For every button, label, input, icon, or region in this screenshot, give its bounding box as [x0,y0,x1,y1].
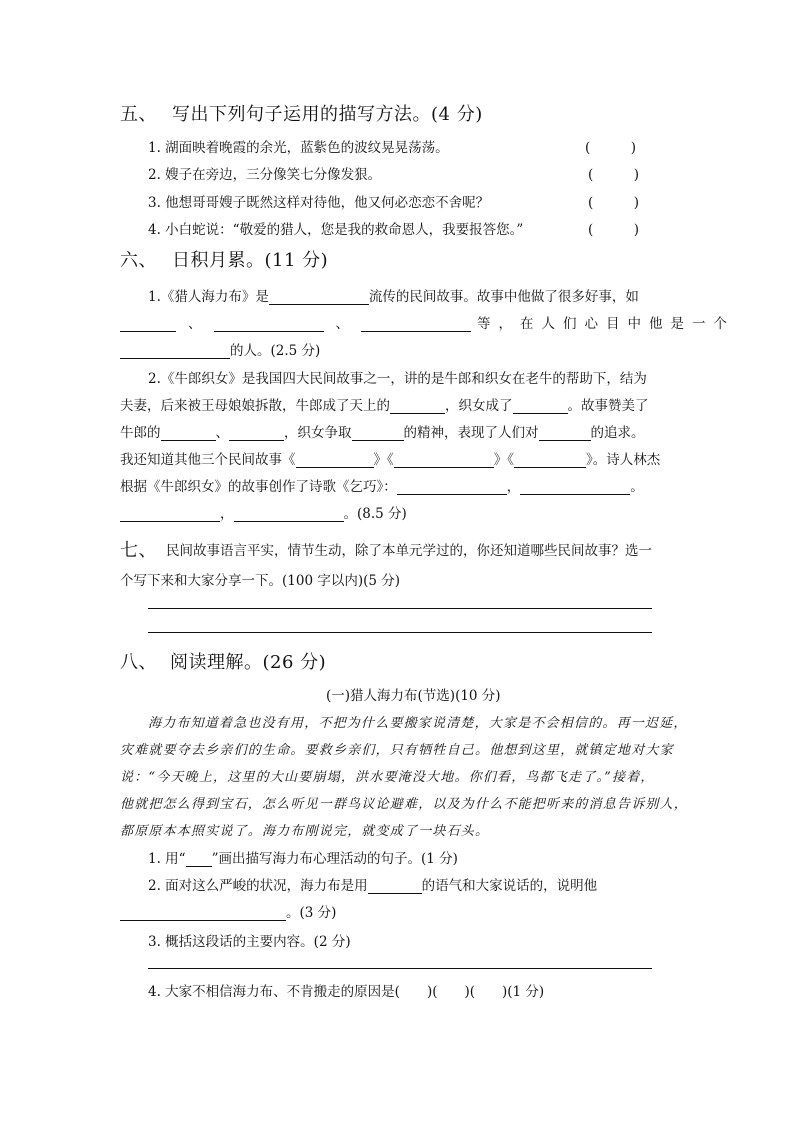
s5-item-3: 3. 他想哥哥嫂子既然这样对待他，他又何必恋恋不舍呢？ [148,195,490,211]
s5-paren-4[interactable]: ( ) [588,222,640,238]
s8-q1-b: ”画出描写海力布心理活动的句子。(1 分) [211,851,458,867]
passage-title: (一)猎人海力布(节选)(10 分) [326,688,501,704]
s6-q2-l6b: 。(8.5 分) [343,506,407,522]
s6-q1-a: 1.《猎人海力布》是 [148,289,269,305]
blank-story-3[interactable] [514,453,586,468]
section-7-line1: 民间故事语言平实，情节生动，除了本单元学过的，你还知道哪些民间故事？选一 [166,543,652,559]
blank-person[interactable] [120,344,230,359]
passage-line-5: 都原原本本照实说了。海力布刚说完，就变成了一块石头。 [120,824,490,839]
s6-q2-l2a: 夫妻，后来被王母娘娘拆散，牛郎成了天上的 [120,398,390,414]
section-5-number: 五、 [120,104,157,125]
s6-q2-l3a: 牛郎的 [120,425,161,441]
blank-poem-3[interactable] [120,507,220,522]
s8-q1-a: 1. 用“ [148,851,186,867]
section-8-number: 八、 [120,652,157,673]
s5-paren-2[interactable]: ( ) [588,167,640,183]
blank-deed-1[interactable] [120,317,176,332]
blank-deed-2[interactable] [214,317,324,332]
s6-q2-line1: 2.《牛郎织女》是我国四大民间故事之一，讲的是牛郎和织女在老牛的帮助下，结为 [148,371,647,387]
answer-line-q3[interactable] [148,968,652,969]
s8-q4: 4. 大家不相信海力布、不肯搬走的原因是( )( )( )(1 分) [148,984,545,1000]
section-8-title: 阅读理解。(26 分) [170,652,327,673]
section-5-title: 写出下列句子运用的描写方法。(4 分) [172,104,483,125]
passage-line-4: 他就把怎么得到宝石，怎么听见一群鸟议论避难，以及为什么不能把听来的消息告诉别人， [120,797,689,812]
blank-story-2[interactable] [394,453,494,468]
blank-story-1[interactable] [296,453,374,468]
blank-tone[interactable] [368,879,422,894]
s6-q2-l3d: 的精神，表现了人们对 [403,425,539,441]
s6-q1-line1 [148,285,639,305]
s6-q2-line2 [120,394,649,414]
s6-q2-l6a: ， [220,506,234,522]
s6-q2-l2b: ，织女成了 [445,398,513,414]
s6-q2-l4c: 》《 [493,452,514,468]
s5-item-4: 4. 小白蛇说：“敬爱的猎人，您是我的救命恩人，我要报答您。” [148,222,524,238]
blank-star-zhinv[interactable] [513,399,568,414]
s6-q1-line3 [120,339,320,359]
section-6-number: 六、 [120,250,157,271]
s8-q2-line2 [120,901,336,921]
s6-q2-line3 [120,421,645,441]
s6-q2-line6 [120,502,407,522]
blank-poem-2[interactable] [520,480,630,495]
s6-q2-l5a: 根据《牛郎织女》的故事创作了诗歌《乞巧》： [120,479,397,495]
s6-q1-line2 [120,312,735,332]
writing-line-2[interactable] [148,632,652,633]
blank-region[interactable] [269,290,369,305]
blank-pursuit[interactable] [539,426,591,441]
blank-shows[interactable] [120,906,286,921]
passage-line-3: 说：“今天晚上，这里的大山要崩塌，洪水要淹没大地。你们看，鸟都飞走了。”接着， [120,770,655,785]
section-7-number: 七、 [120,540,157,561]
blank-poem-1[interactable] [397,480,507,495]
underline-mark-sample [186,852,212,867]
s6-q1-f: 的人。(2.5 分) [230,343,321,359]
passage-line-1: 海力布知道着急也没有用，不把为什么要搬家说清楚，大家是不会相信的。再一迟延， [148,716,688,731]
writing-line-1[interactable] [148,608,652,609]
blank-trait-1[interactable] [161,426,216,441]
s6-q2-l2c: 。故事赞美了 [567,398,649,414]
s6-q2-l5b: ， [506,479,521,495]
s6-q1-e: 等，在人们心目中他是一个 [477,316,735,332]
s8-q2-a: 2. 面对这么严峻的状况，海力布是用 [148,878,368,894]
s6-q2-l5c: 。 [630,479,644,495]
s8-q2-b: 的语气和大家说话的，说明他 [421,878,598,894]
s6-q2-l4a: 我还知道其他三个民间故事《 [120,452,296,468]
s8-q3: 3. 概括这段话的主要内容。(2 分) [148,934,351,950]
s6-q2-l3c: ，织女争取 [284,425,352,441]
s8-q2-c: 。(3 分) [286,905,337,921]
passage-line-2: 灾难就要夺去乡亲们的生命。要救乡亲们，只有牺牲自己。他想到这里，就镇定地对大家 [120,743,674,758]
s5-item-1: 1. 湖面映着晚霞的余光，蓝紫色的波纹晃晃荡荡。 [148,140,449,156]
s6-q2-l4b: 》《 [373,452,394,468]
s6-q1-c: 、 [188,316,202,332]
s6-q2-l3e: 的追求。 [590,425,645,441]
s5-item-2: 2. 嫂子在旁边，三分像笑七分像发狠。 [148,167,382,183]
s6-q1-d: 、 [335,316,349,332]
blank-deed-3[interactable] [361,317,471,332]
section-7-line2: 个写下来和大家分享一下。(100 字以内)(5 分) [120,573,401,589]
s6-q1-b: 流传的民间故事。故事中他做了很多好事，如 [368,289,639,305]
s6-q2-line4 [120,448,660,468]
s6-q2-line5 [120,475,644,495]
s8-q1 [148,847,458,867]
blank-poem-4[interactable] [234,507,344,522]
blank-strive[interactable] [352,426,404,441]
s8-q2-line1 [148,874,597,894]
blank-star-niulang[interactable] [390,399,445,414]
s6-q2-l3b: 、 [215,425,229,441]
blank-trait-2[interactable] [229,426,284,441]
s6-q2-l4d: 》。诗人林杰 [586,452,661,468]
section-6-title: 日积月累。(11 分) [172,250,329,271]
s5-paren-1[interactable]: ( ) [585,140,637,156]
s5-paren-3[interactable]: ( ) [588,195,640,211]
